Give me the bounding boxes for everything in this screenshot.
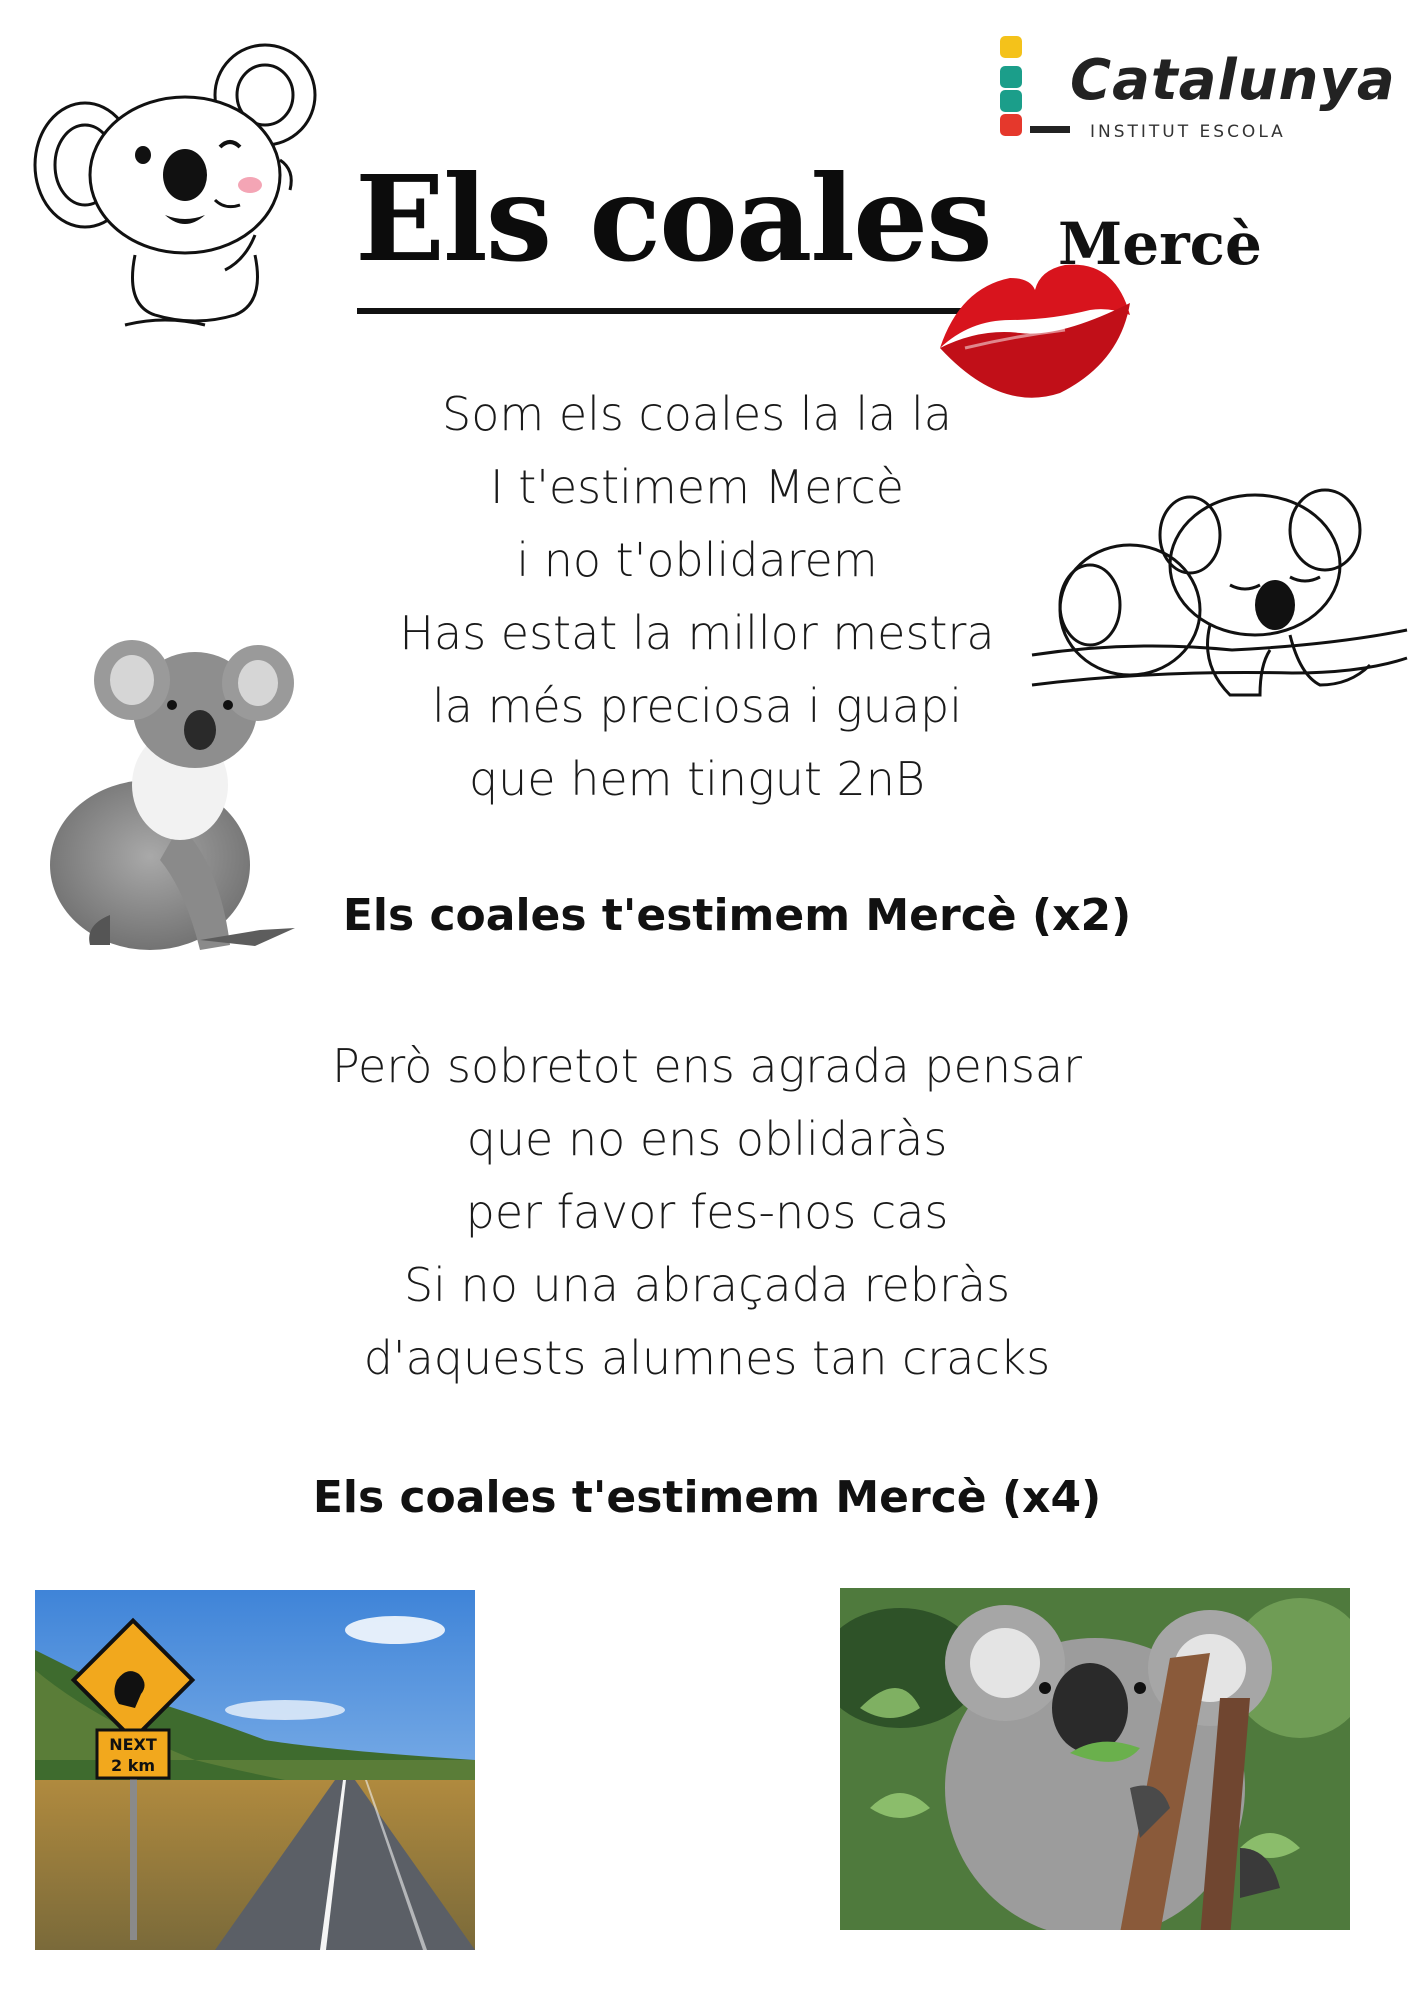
chorus-1: Els coales t'estimem Mercè (x2) xyxy=(342,890,1132,941)
page-title: Els coales xyxy=(355,149,991,288)
sign-line-2: 2 km xyxy=(110,1756,156,1775)
cartoon-koala-sleeping-icon xyxy=(1030,485,1410,725)
road-sign-photo xyxy=(35,1590,475,1950)
logo-block-teal xyxy=(1000,66,1022,88)
chorus-2: Els coales t'estimem Mercè (x4) xyxy=(312,1472,1102,1523)
logo-underscore xyxy=(1030,126,1070,133)
verse-line: d'aquests alumnes tan cracks xyxy=(363,1331,1051,1385)
verse-line: i no t'oblidarem xyxy=(516,533,878,587)
verse-line: per favor fes-nos cas xyxy=(465,1185,949,1239)
logo-block-yellow xyxy=(1000,36,1022,58)
cartoon-koala-waving-icon xyxy=(25,25,325,335)
logo-block-teal-2 xyxy=(1000,90,1022,112)
koala-eating-photo xyxy=(840,1588,1350,1930)
verse-line: Has estat la millor mestra xyxy=(399,606,995,660)
verse-line: I t'estimem Mercè xyxy=(490,460,904,514)
verse-line: la més preciosa i guapi xyxy=(431,679,962,733)
verse-line: que no ens oblidaràs xyxy=(466,1112,948,1166)
verse-line: que hem tingut 2nB xyxy=(468,752,926,806)
logo-subtitle: INSTITUT ESCOLA xyxy=(1090,122,1286,142)
logo-name: Catalunya xyxy=(1070,48,1396,113)
verse-line: Però sobretot ens agrada pensar xyxy=(331,1039,1083,1093)
logo-block-red xyxy=(1000,114,1022,136)
verse-2 xyxy=(0,1030,1414,1395)
verse-line: Si no una abraçada rebràs xyxy=(403,1258,1011,1312)
title-underline xyxy=(357,308,977,314)
page-subtitle: Mercè xyxy=(1058,210,1262,278)
verse-line: Som els coales la la la xyxy=(442,387,952,441)
sign-line-1: NEXT xyxy=(109,1735,157,1754)
